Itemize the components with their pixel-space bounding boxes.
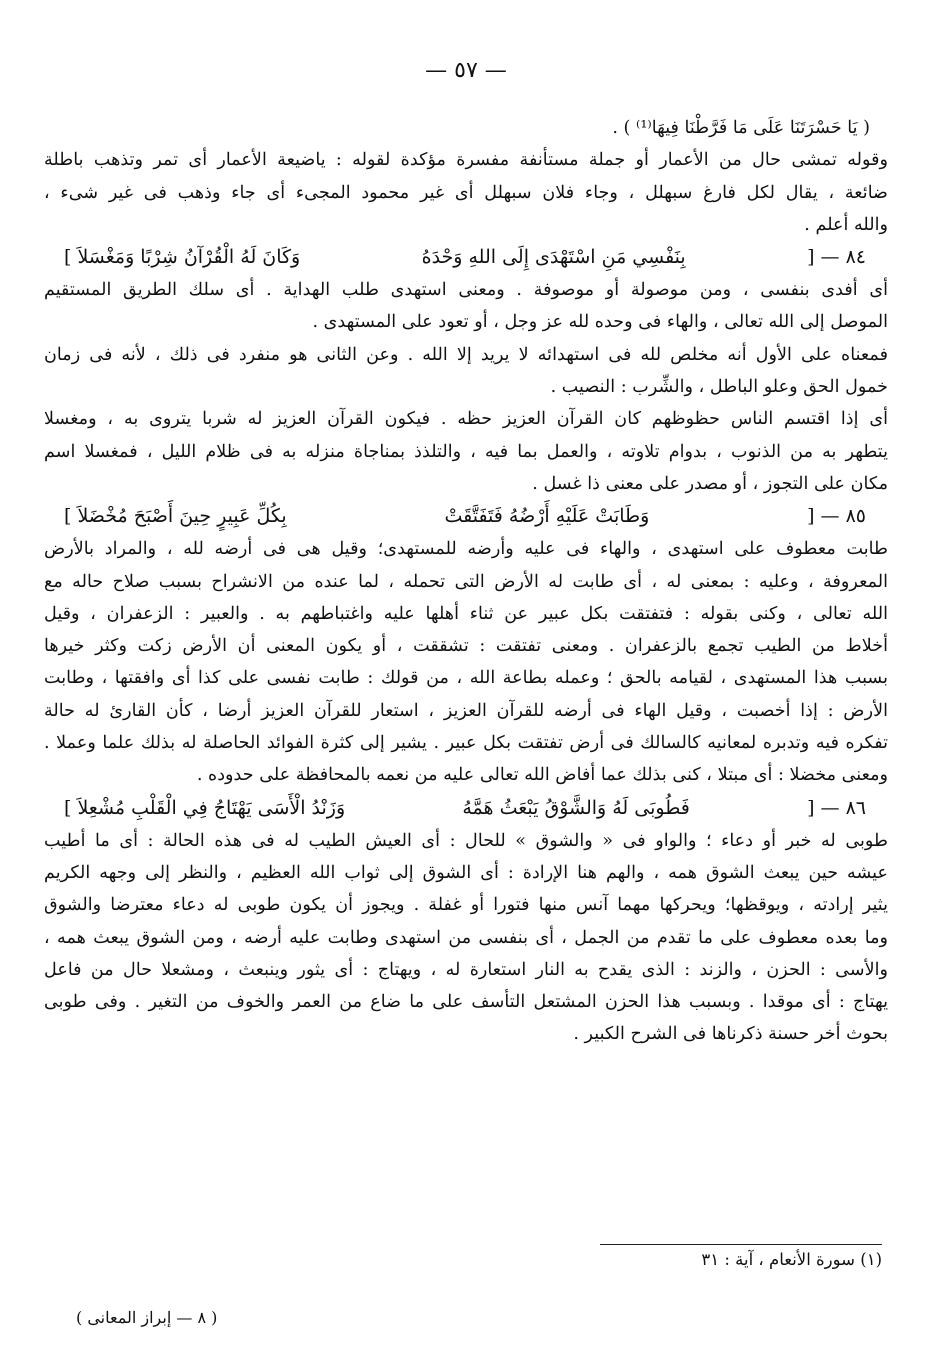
page-body (44, 112, 888, 1051)
text-line: يهتاج : أى موقدا . وبسبب هذا الحزن المشتعل التأسف على ما ضاع من العمر والخوف من التغير . وفى طوبى (44, 992, 888, 1013)
text-line: عيشه حين يبعث الشوق همه ، والهم هنا الإرادة : أى الشوق إلى ثواب الله العظيم ، والنظر إلى وجهه الكريم (44, 862, 888, 883)
verse-number: ٨٥ — [ (807, 505, 866, 528)
footnote: (١) سورة الأنعام ، آية : ٣١ (701, 1250, 882, 1269)
text-line: الأرض : إذا أخصبت ، وقيل الهاء فى أرضه للقرآن العزيز ، استعار للقرآن العزيز أرضا ، كأن القارئ له حالة (44, 700, 888, 721)
text-line: تفكره فيه وتدبره لمعانيه كالسالك فى أرض تفتقت بكل عبير . يشير إلى كثرة الفوائد الحاصلة له بذلك علما وعملا . (44, 733, 888, 754)
verse-85 (44, 500, 888, 533)
verse-first-hemistich: وَطَابَتْ عَلَيْهِ أَرْضُهُ فَتَفَتَّقَتْ (444, 505, 650, 528)
text-line: فمعناه على الأول أنه مخلص لله فى استهدائه لا يريد إلا الله . وعن الثانى هو منفرد فى ذلك ، لأنه فى زمان (44, 344, 888, 365)
verse-number: ٨٤ — [ (807, 246, 866, 269)
text-line: يتطهر به من الذنوب ، بدوام تلاوته ، والعمل بما فيه ، والتلذذ بمناجاة منزله به فى ظلام الليل ، فمغسلا اسم (44, 441, 888, 462)
verse-first-hemistich: بِنَفْسِي مَنِ اسْتَهْدَى إِلَى اللهِ وَحْدَهُ (421, 246, 686, 269)
verse-86 (44, 792, 888, 825)
verse-second-hemistich: وَزَنْدُ الْأَسَى يَهْتَاجُ فِي الْقَلْبِ مُشْعِلاَ ] (64, 796, 346, 819)
verse-first-hemistich: فَطُوبَى لَهُ وَالشَّوْقُ يَبْعَثُ هَمَّهُ (462, 796, 690, 819)
verse-second-hemistich: بِكُلِّ عَبِيرٍ حِينَ أَصْبَحَ مُخْضَلاَ ] (64, 505, 287, 528)
footnote-separator (600, 1244, 882, 1245)
signature-mark: ( ٨ — إبراز المعانى ) (76, 1308, 218, 1327)
text-line: خمول الحق وعلو الباطل ، والشِّرب : النصيب . (550, 377, 888, 398)
text-line: الله تعالى ، وكنى بقوله : فتفتقت بكل عبير عن ثناء أهلها عليه واغتباطهم به . والعبير : الزعفران ، وقيل (44, 603, 888, 624)
text-line: والأسى : الحزن ، والزند : الذى يقدح به النار استعارة له ، ويهتاج : أى يثور وينبعث ، ومشعلا حال من فاعل (44, 959, 888, 980)
text-line: بحوث أخر حسنة ذكرناها فى الشرح الكبير . (573, 1024, 888, 1045)
text-line: ضائعة ، يقال لكل فارغ سبهلل ، وجاء فلان سبهلل أى غير محمود المجىء أى جاء وذهب فى غير شىء ، (44, 182, 888, 203)
text-line: وما بعده معطوف على ما تقدم من الجمل ، أى بنفسى من استهدى وطابت عليه أرضه ، ومن الشوق يبعث همه ، (44, 927, 888, 948)
verse-second-hemistich: وَكَانَ لَهُ الْقُرْآنُ شِرْبًا وَمَغْسَلاَ ] (64, 246, 301, 269)
quran-quote-line: ( يَا حَسْرَتَنَا عَلَى مَا فَرَّطْنَا فِيهَا⁽¹⁾ ) . (612, 118, 870, 138)
text-line: مكان على التجوز ، أو مصدر على معنى ذا غسل . (532, 473, 888, 494)
verse-number: ٨٦ — [ (807, 796, 866, 819)
page-number: — ٥٧ — (425, 58, 507, 83)
text-line: أخلاط من الطيب تجمع بالزعفران . ومعنى تفتقت : تشققت ، أو يكون المعنى أن الأرض زكت وكثر خيرها (44, 636, 888, 657)
text-line: أى أفدى بنفسى ، ومن موصولة أو موصوفة . ومعنى استهدى طلب الهداية . أى سلك الطريق المستقيم (44, 280, 888, 301)
text-line: طوبى له خبر أو دعاء ؛ والواو فى « والشوق » للحال : أى العيش الطيب له فى هذه الحالة : أى ما أطيب (44, 830, 888, 851)
text-line: الموصل إلى الله تعالى ، والهاء فى وحده لله عز وجل ، أو تعود على المستهدى . (312, 312, 888, 333)
text-line: بسبب هذا المستهدى ، لقيامه بالحق ؛ وعمله بطاعة الله ، من قولك : طابت نفسى على كذا أى وافقتها ، وطابت (44, 668, 888, 689)
verse-84 (44, 241, 888, 274)
text-line: يثير إرادته ، ويوقظها؛ ويحركها مهما آنس منها فتورا أو غفلة . ويجوز أن يكون طوبى له دعاء معترضا والشوق (44, 895, 888, 916)
text-line: أى إذا اقتسم الناس حظوظهم كان القرآن العزيز حظه . فيكون القرآن العزيز له شربا يتروى به ، ومغسلا (44, 409, 888, 430)
text-line: ومعنى مخضلا : أى مبتلا ، كنى بذلك عما أفاض الله تعالى عليه من نعمه بالمحافظة على حدوده . (196, 765, 888, 786)
text-line: طابت معطوف على استهدى ، والهاء فى عليه وأرضه للمستهدى؛ وقيل هى فى أرضه لله ، والمراد بالأرض (44, 539, 888, 560)
text-line: المعروفة ، وعليه : بمعنى له ، أى طابت له الأرض التى تحمله ، لما عنده من الانشراح بسبب صلاح حاله مع (44, 571, 888, 592)
text-line: والله أعلم . (804, 214, 888, 235)
text-line: وقوله تمشى حال من الأعمار أو جملة مستأنفة مفسرة مؤكدة لقوله : ياضيعة الأعمار أى تمر وتذهب باطلة (44, 150, 888, 171)
